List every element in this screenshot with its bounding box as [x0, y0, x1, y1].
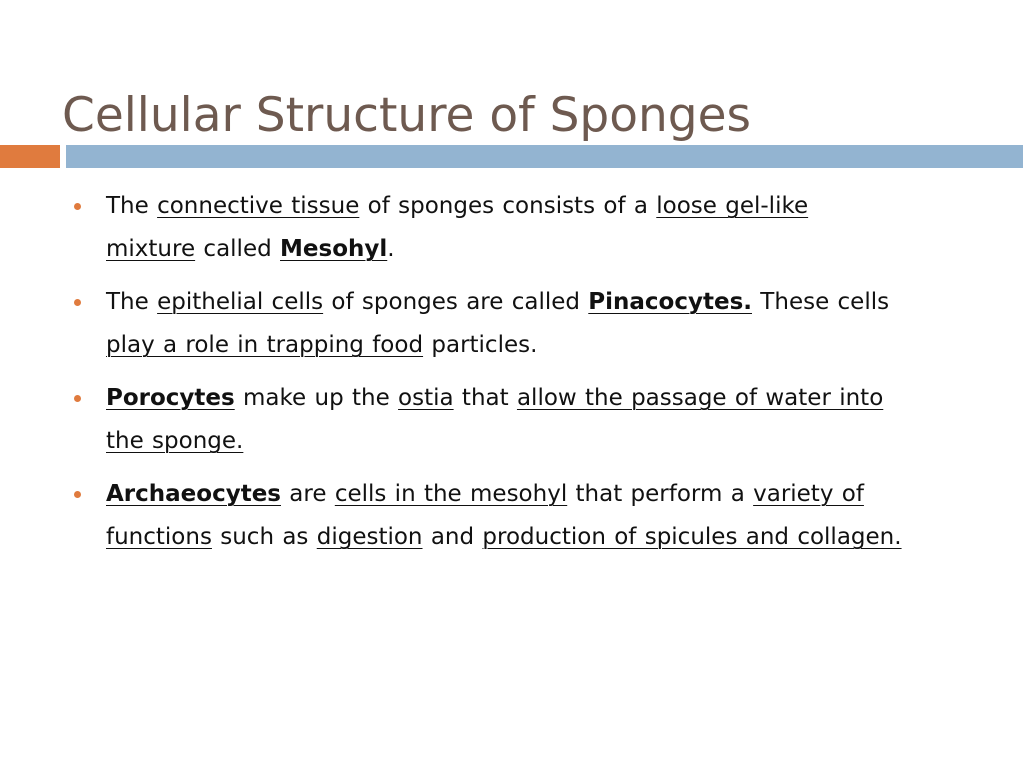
bullet-text: of sponges are called — [323, 289, 589, 315]
emphasized-term: production of spicules and collagen. — [482, 524, 902, 550]
bullet-text: of sponges consists of a — [359, 193, 657, 219]
bullet-text: The — [106, 193, 158, 219]
emphasized-term: digestion — [316, 524, 423, 550]
bullet-text: make up the — [234, 385, 399, 411]
bullet-item — [72, 185, 902, 271]
emphasized-term: Porocytes — [106, 385, 235, 411]
bullet-dot-icon — [74, 395, 81, 402]
bullet-text: called — [195, 236, 281, 262]
emphasized-term: cells in the mesohyl — [334, 481, 568, 507]
emphasized-term: Mesohyl — [280, 236, 388, 262]
emphasized-term: connective tissue — [157, 193, 360, 219]
emphasized-term: Pinacocytes. — [588, 289, 752, 315]
bullet-text: that perform a — [567, 481, 754, 507]
bullet-text: are — [280, 481, 335, 507]
emphasized-term: Archaeocytes — [106, 481, 281, 507]
emphasized-term: allow the passage of water into the sponge. — [106, 385, 884, 454]
title-accent-bar-orange — [0, 145, 60, 168]
emphasized-term: loose gel-like mixture — [106, 193, 809, 262]
bullet-text: These cells — [752, 289, 890, 315]
emphasized-term: variety of functions — [106, 481, 864, 550]
bullet-list — [72, 185, 902, 569]
emphasized-term: epithelial cells — [157, 289, 324, 315]
emphasized-term: play a role in trapping food — [106, 332, 424, 358]
bullet-text: such as — [211, 524, 317, 550]
bullet-text: The — [106, 289, 158, 315]
bullet-text: that — [453, 385, 517, 411]
bullet-dot-icon — [74, 491, 81, 498]
emphasized-term: ostia — [398, 385, 454, 411]
bullet-item — [72, 377, 902, 463]
bullet-dot-icon — [74, 203, 81, 210]
title-accent-bar-blue — [66, 145, 1023, 168]
bullet-text: . — [387, 236, 395, 262]
slide-title: Cellular Structure of Sponges — [62, 88, 752, 143]
bullet-text: and — [422, 524, 483, 550]
bullet-dot-icon — [74, 299, 81, 306]
bullet-text: particles. — [423, 332, 538, 358]
bullet-item — [72, 473, 902, 559]
bullet-item — [72, 281, 902, 367]
